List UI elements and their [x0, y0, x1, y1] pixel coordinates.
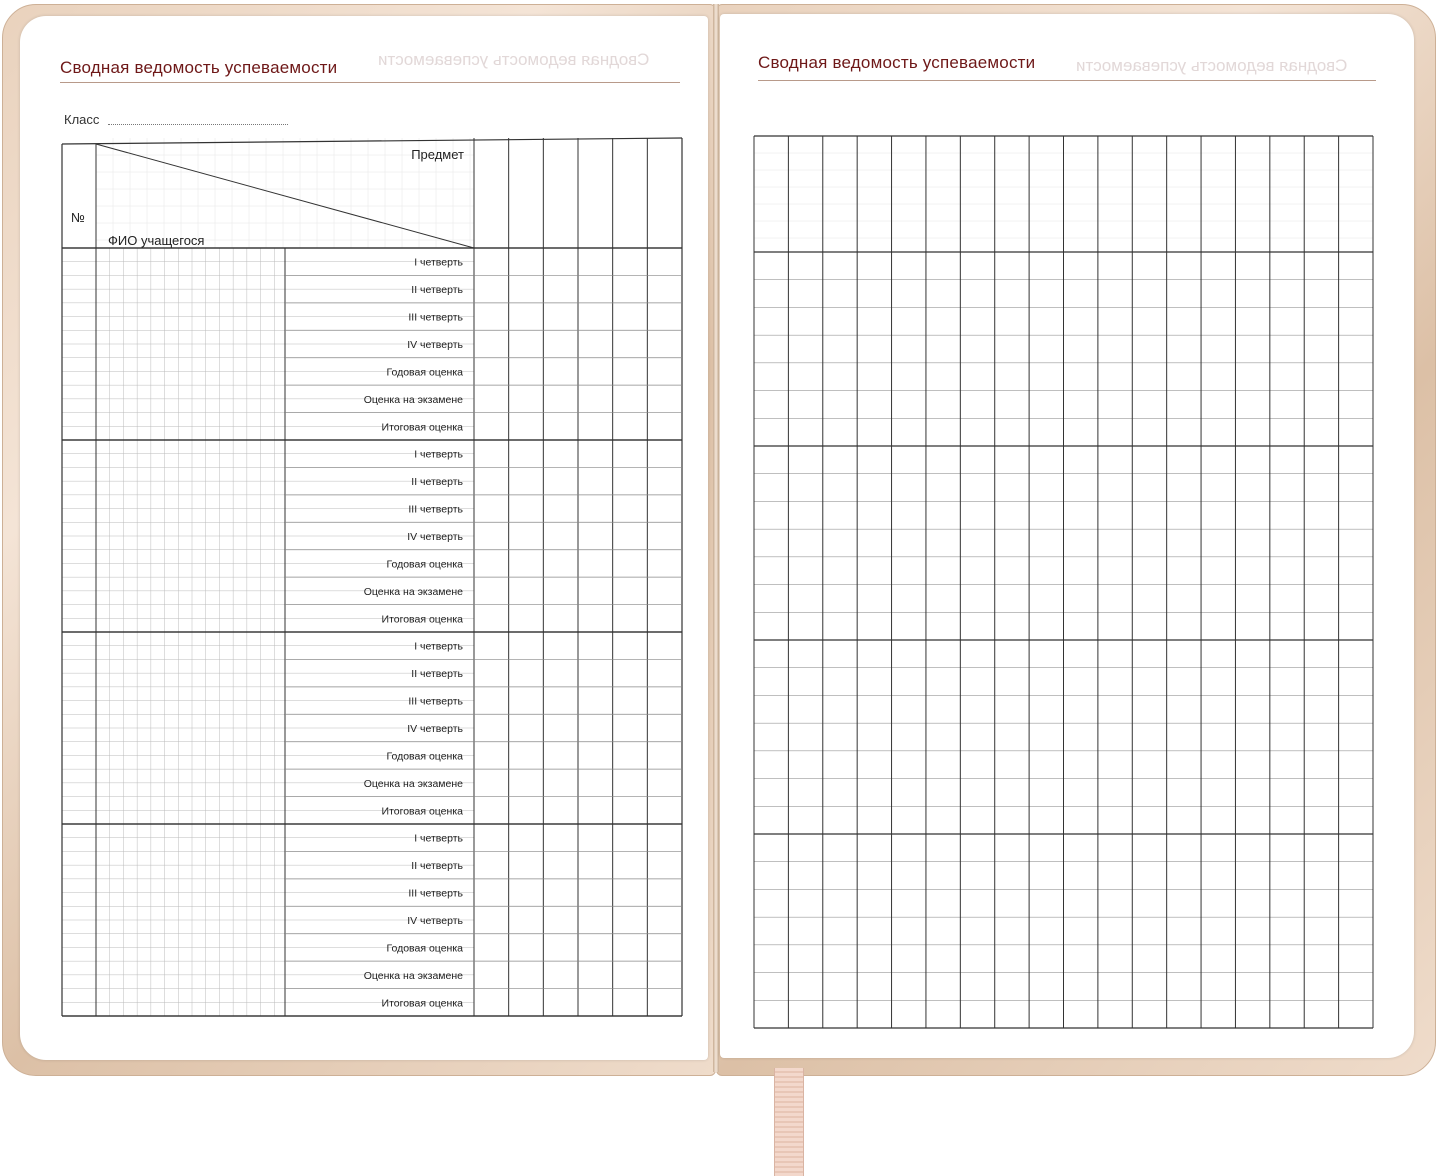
left-page-title: Сводная ведомость успеваемости — [60, 58, 338, 77]
grade-row-label: II четверть — [411, 860, 463, 873]
grade-row-label: Итоговая оценка — [381, 613, 463, 626]
table-border-top — [62, 138, 682, 144]
grade-row-label: II четверть — [411, 668, 463, 681]
grade-row-label: Оценка на экзамене — [363, 969, 463, 982]
grade-row-label: I четверть — [414, 640, 463, 653]
student-header-label: ФИО учащегося — [108, 233, 205, 248]
grade-row-label: Итоговая оценка — [381, 997, 463, 1010]
grade-row-label: Годовая оценка — [386, 366, 463, 379]
grade-row-label: Годовая оценка — [386, 558, 463, 571]
grade-row-label: III четверть — [408, 503, 463, 516]
grade-row-label: IV четверть — [407, 531, 463, 543]
grade-row-label: IV четверть — [407, 915, 463, 927]
grade-row-label: Итоговая оценка — [381, 805, 463, 818]
grade-row-label: Оценка на экзамене — [363, 777, 463, 790]
grade-row-label: III четверть — [408, 695, 463, 708]
grade-row-label: Годовая оценка — [386, 942, 463, 955]
subject-header-label: Предмет — [411, 147, 464, 162]
show-through-title-right: Сводная ведомость успеваемости — [1076, 56, 1348, 75]
grade-row-label: II четверть — [411, 284, 463, 297]
class-label: Класс — [64, 112, 100, 127]
grade-row-label: I четверть — [414, 256, 463, 269]
grade-row-label: II четверть — [411, 476, 463, 489]
grade-row-label: IV четверть — [407, 723, 463, 735]
show-through-title-left: Сводная ведомость успеваемости — [378, 50, 650, 69]
grade-row-label: I четверть — [414, 448, 463, 461]
grade-row-label: Оценка на экзамене — [363, 585, 463, 598]
grade-row-label: Оценка на экзамене — [363, 393, 463, 406]
grade-row-label: Итоговая оценка — [381, 421, 463, 434]
grade-row-label: Годовая оценка — [386, 750, 463, 763]
right-page-title: Сводная ведомость успеваемости — [758, 53, 1036, 72]
number-header-label: № — [71, 210, 85, 225]
grade-row-label: IV четверть — [407, 339, 463, 351]
grade-row-label: III четверть — [408, 311, 463, 324]
grade-row-label: III четверть — [408, 887, 463, 900]
grade-row-label: I четверть — [414, 832, 463, 845]
